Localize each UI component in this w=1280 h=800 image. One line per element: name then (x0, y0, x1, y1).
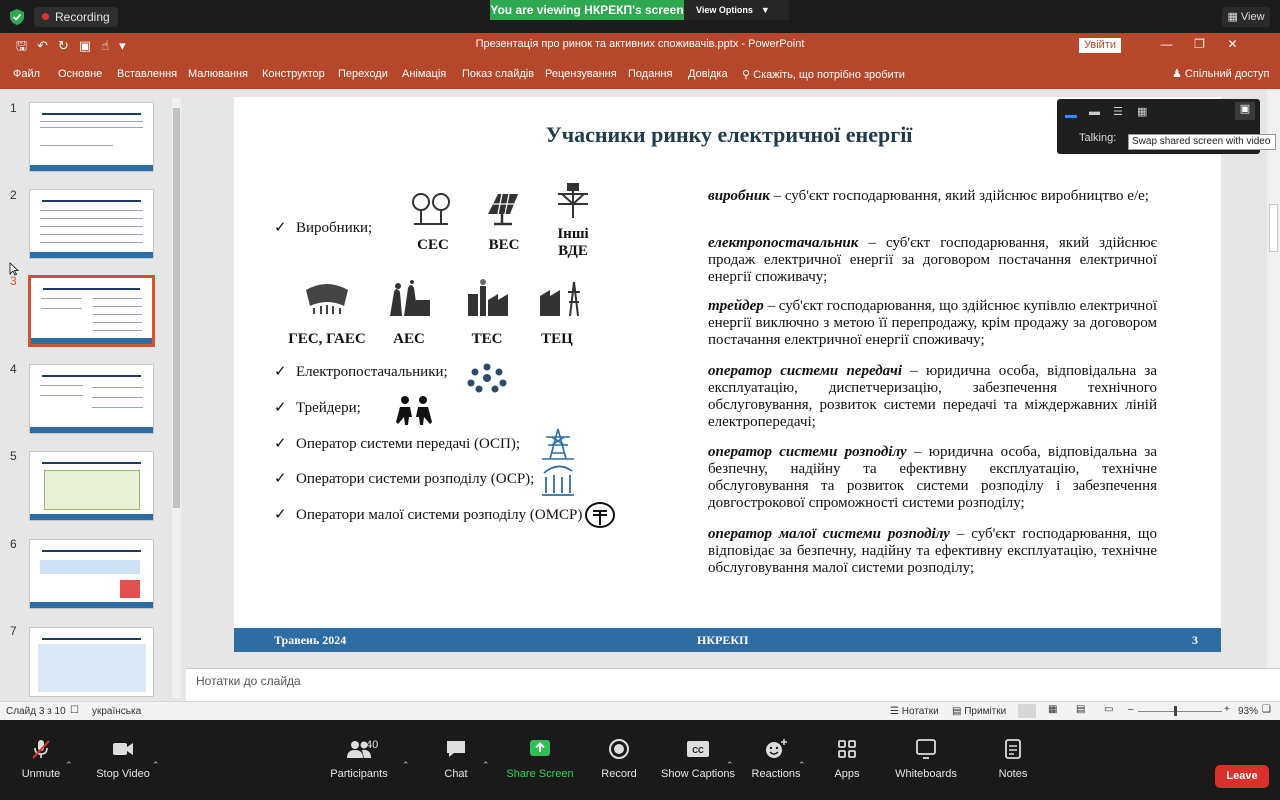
slide-thumbnail-7[interactable] (29, 627, 154, 697)
thumb-number: 4 (10, 362, 17, 376)
status-bar (0, 701, 1280, 720)
recording-label: Recording (55, 10, 110, 24)
record-label: Record (601, 768, 637, 780)
tab-insert[interactable]: Вставлення (117, 68, 178, 80)
hydro-plant-icon (302, 280, 352, 318)
sorter-view-icon[interactable]: ▦ (1048, 704, 1058, 715)
bullet-text: Оператори малої системи розподілу (ОМСР) (296, 507, 583, 523)
label-solar: СЕС (417, 237, 449, 253)
label-hydro: ГЕС, ГАЕС (288, 331, 366, 347)
grid-icon: ▦ (1227, 11, 1241, 23)
maximize-icon[interactable]: ❐ (1194, 37, 1205, 51)
view-options-button[interactable] (684, 0, 789, 20)
participants-button[interactable] (314, 738, 404, 780)
label-thermal: ТЕС (471, 331, 503, 347)
transmission-tower-icon (540, 427, 576, 461)
present-icon[interactable]: ▣ (78, 38, 102, 53)
slide-thumbnail-3[interactable] (29, 276, 154, 346)
thermal-plant-icon (464, 278, 510, 318)
share-button[interactable] (1172, 67, 1270, 80)
video-options-caret[interactable]: ⌃ (152, 760, 160, 770)
notes-toggle[interactable] (890, 706, 939, 717)
solar-plant-icon (410, 190, 452, 228)
footer-org: НКРЕКП (697, 633, 749, 647)
definition-trader (708, 298, 1157, 349)
thumb-number: 1 (10, 101, 17, 115)
zoom-slider-handle[interactable] (1174, 706, 1177, 716)
slide-thumbnail-6[interactable] (29, 539, 154, 609)
notes-icon (1002, 738, 1024, 760)
minimize-icon[interactable]: — (1160, 37, 1173, 51)
definition-text: – суб'єкт господарювання, що здійснює купівлю електричної енергії виключно з метою її перепродажу, крім продажу за договором постачання електричної енергії споживачу; (708, 298, 1157, 348)
gallery-view-icon[interactable]: ▦ (1137, 106, 1148, 118)
checkmark-icon: ✓ (274, 471, 287, 487)
fit-slide-icon[interactable]: ❏ (1262, 704, 1271, 715)
redo-icon[interactable]: ↻ (57, 38, 79, 53)
captions-options-caret[interactable]: ⌃ (726, 760, 734, 770)
speaker-view-icon[interactable]: ▬ (1089, 106, 1100, 118)
wind-solar-panels-icon (484, 190, 522, 228)
distribution-grid-icon (540, 463, 576, 499)
svg-text:CC: CC (692, 746, 704, 755)
chat-options-caret[interactable]: ⌃ (482, 760, 490, 770)
notes-label: Нотатки (901, 706, 939, 717)
strip-view-icon[interactable]: ☰ (1113, 106, 1123, 118)
zoom-out-icon[interactable]: – (1128, 704, 1134, 715)
notes-pane[interactable] (186, 668, 1280, 701)
slide-info: Слайд 3 з 10 (6, 706, 66, 717)
notes-icon: ☰ (890, 706, 902, 717)
bullet-dso (274, 469, 534, 488)
viewing-banner: You are viewing НКРЕКП's screen (490, 0, 684, 20)
scrollbar-thumb[interactable] (173, 108, 180, 508)
security-shield-icon[interactable] (8, 8, 26, 26)
record-icon (608, 738, 630, 760)
unmute-button[interactable] (0, 738, 86, 780)
reading-view-icon[interactable]: ▤ (1076, 704, 1086, 715)
thumb-number: 6 (10, 537, 17, 551)
share-screen-button[interactable] (495, 738, 585, 780)
customize-qat-icon[interactable]: ▾ (119, 38, 136, 53)
tab-help[interactable]: Довідка (688, 68, 728, 80)
talking-label: Talking: (1079, 132, 1117, 144)
bullet-producers (274, 218, 372, 237)
mouse-cursor-icon (9, 262, 19, 276)
term: оператор системи передачі (708, 363, 903, 379)
definition-text: – юридична особа, відповідальна за безпечну, надійну та ефективну експлуатацію, технічне обслуговування та розвиток системи розподілу і забезпечення довгострокової спроможності системи розподілу; (708, 444, 1157, 511)
apps-button[interactable] (802, 738, 892, 780)
reactions-label: Reactions (751, 768, 801, 780)
recording-indicator[interactable] (34, 7, 118, 27)
checkmark-icon: ✓ (274, 436, 287, 452)
term: виробник (708, 188, 770, 204)
comments-label: Примітки (964, 706, 1007, 717)
nuclear-plant-icon (386, 280, 432, 318)
zoom-level[interactable]: 93% (1238, 706, 1259, 717)
definition-text: – суб'єкт господарювання, який здійснює продаж електричної енергії за договором постачання електричної енергії споживачу; (708, 235, 1157, 285)
close-icon[interactable]: ✕ (1227, 37, 1238, 51)
slideshow-view-icon[interactable]: ▭ (1104, 704, 1114, 715)
share-label: Спільний доступ (1184, 68, 1270, 80)
tab-slideshow[interactable]: Показ слайдів (462, 68, 535, 80)
record-button[interactable] (574, 738, 664, 780)
label-nuclear: АЕС (393, 331, 425, 347)
view-label: View (1240, 11, 1265, 23)
zoom-slider[interactable] (1138, 711, 1222, 712)
view-options-label: View Options (696, 5, 753, 15)
definition-supplier (708, 235, 1157, 286)
tell-me-box[interactable] (742, 68, 905, 81)
bullet-text: Електропостачальники; (296, 364, 448, 380)
tab-review[interactable]: Рецензування (545, 68, 617, 80)
label-chp: ТЕЦ (541, 331, 573, 347)
definition-text: – суб'єкт господарювання, який здійснює виробництво е/е; (769, 188, 1149, 204)
tell-me-label: Скажіть, що потрібно зробити (753, 69, 905, 81)
notes-label: Notes (998, 768, 1028, 780)
checkmark-icon: ✓ (274, 364, 287, 380)
tab-view[interactable]: Подання (628, 68, 673, 80)
participants-options-caret[interactable]: ⌃ (402, 760, 410, 770)
tab-transitions[interactable]: Переходи (338, 68, 388, 80)
footer-page: 3 (1192, 633, 1198, 647)
apps-label: Apps (834, 768, 860, 780)
bullet-tso (274, 434, 520, 453)
participants-label: Participants (330, 768, 388, 780)
bullet-traders (274, 398, 361, 417)
person-icon: ♟ (1172, 68, 1185, 80)
thumb-number: 2 (10, 188, 17, 202)
definition-text: – суб'єкт господарювання, що відповідає за безпечну, надійну та ефективну експлуатацію, технічне обслуговування малої системи розподілу; (708, 526, 1157, 576)
microphone-muted-icon (30, 738, 52, 760)
swap-screen-icon[interactable]: ▣ (1235, 102, 1255, 120)
slide-footer (234, 628, 1221, 652)
recording-dot-icon (42, 13, 49, 20)
tab-design[interactable]: Конструктор (262, 68, 325, 80)
definition-tso (708, 363, 1157, 431)
bullet-small-dso (274, 505, 582, 524)
definition-producer (708, 188, 1157, 205)
window-controls (1150, 37, 1249, 51)
checkmark-icon: ✓ (274, 400, 287, 416)
audio-options-caret[interactable]: ⌃ (65, 760, 73, 770)
bullet-text: Виробники; (296, 220, 373, 236)
reactions-emoji-icon (764, 738, 788, 760)
normal-view-icon[interactable] (1018, 704, 1036, 718)
slide-thumbnail-pane (0, 89, 185, 701)
slide-thumbnail-5[interactable] (29, 451, 154, 521)
reactions-options-caret[interactable]: ⌃ (798, 760, 806, 770)
tab-file[interactable]: Файл (13, 68, 41, 80)
notes-button[interactable] (968, 738, 1058, 780)
unmute-label: Unmute (21, 768, 61, 780)
comment-icon: ▤ (952, 706, 965, 717)
swap-screen-tooltip: Swap shared screen with video (1128, 134, 1276, 150)
bullet-text: Трейдери; (296, 400, 361, 416)
checkmark-icon: ✓ (274, 220, 287, 236)
share-screen-icon (529, 738, 551, 760)
lightbulb-icon: ⚲ (742, 69, 754, 81)
stop-video-button[interactable] (78, 738, 168, 780)
definition-small-dso (708, 526, 1157, 577)
bullet-suppliers (274, 362, 448, 381)
share-screen-label: Share Screen (506, 768, 574, 780)
small-distribution-icon (584, 501, 616, 529)
language-indicator[interactable]: українська (92, 706, 142, 717)
bullet-text: Оператори системи розподілу (ОСР); (296, 471, 535, 487)
suppliers-network-icon (465, 363, 509, 393)
whiteboards-label: Whiteboards (895, 768, 957, 780)
spellcheck-icon[interactable]: ☐ (70, 705, 79, 716)
leave-button[interactable]: Leave (1215, 765, 1269, 788)
slide-scrollbar[interactable] (1267, 89, 1280, 701)
stop-video-label: Stop Video (96, 768, 150, 780)
slide-canvas[interactable] (234, 97, 1221, 652)
minimize-video-icon[interactable] (1065, 115, 1077, 118)
bullet-text: Оператор системи передачі (ОСП); (296, 436, 521, 452)
chat-bubble-icon (445, 738, 467, 760)
term: електропостачальник (708, 235, 859, 251)
slide-thumbnail-1[interactable] (29, 102, 154, 172)
show-captions-button[interactable] (653, 738, 743, 780)
slide-title: Учасники ринку електричної енергії (545, 122, 913, 147)
signin-button[interactable]: Увійти (1079, 38, 1121, 53)
chp-plant-icon (536, 278, 584, 318)
zoom-in-icon[interactable]: + (1224, 704, 1230, 715)
definition-text: – юридична особа, відповідальна за експлуатацію, диспетчеризацію, забезпечення технічного обслуговування, розвиток системи передачі та міждержавних ліній електропередачі; (708, 363, 1157, 430)
view-button[interactable] (1222, 7, 1270, 27)
captions-label: Show Captions (661, 768, 735, 780)
thumb-number: 3 (10, 274, 17, 288)
notes-placeholder: Нотатки до слайда (196, 674, 301, 688)
tab-home[interactable]: Основне (58, 68, 103, 80)
slide-thumbnail-2[interactable] (29, 189, 154, 259)
chat-button[interactable] (411, 738, 501, 780)
footer-date: Травень 2024 (274, 633, 347, 647)
whiteboards-button[interactable] (881, 738, 971, 780)
captions-cc-icon (686, 738, 710, 760)
traders-people-icon (394, 395, 434, 425)
thumb-number: 5 (10, 449, 17, 463)
other-renewables-icon (554, 182, 592, 220)
checkmark-icon: ✓ (274, 507, 287, 523)
document-title: Презентація про ринок та активних споживачів.pptx - PowerPoint (475, 38, 805, 50)
camera-icon (111, 738, 135, 760)
chevron-down-icon: ▼ (760, 5, 770, 15)
slide-thumbnail-4[interactable] (29, 364, 154, 434)
thumb-number: 7 (10, 624, 17, 638)
comments-toggle[interactable] (952, 706, 1006, 717)
definition-dso (708, 444, 1157, 512)
tab-animations[interactable]: Анімація (402, 68, 447, 80)
apps-grid-icon (836, 738, 858, 760)
undo-icon[interactable]: ↶ (37, 38, 58, 53)
term: оператор малої системи розподілу (708, 526, 950, 542)
term: трейдер (708, 298, 764, 314)
thumbnail-scrollbar[interactable] (172, 98, 181, 698)
save-icon[interactable]: 🖫 (16, 38, 38, 53)
chat-label: Chat (444, 768, 468, 780)
participants-count: 40 (366, 739, 379, 751)
label-other-res: Інші ВДЕ (557, 226, 589, 259)
whiteboard-icon (915, 738, 937, 760)
scrollbar-thumb[interactable] (1269, 204, 1278, 252)
term: оператор системи розподілу (708, 444, 907, 460)
tab-draw[interactable]: Малювання (188, 68, 249, 80)
label-wind: ВЕС (488, 237, 520, 253)
touch-mode-icon[interactable]: ☝ (101, 38, 120, 53)
